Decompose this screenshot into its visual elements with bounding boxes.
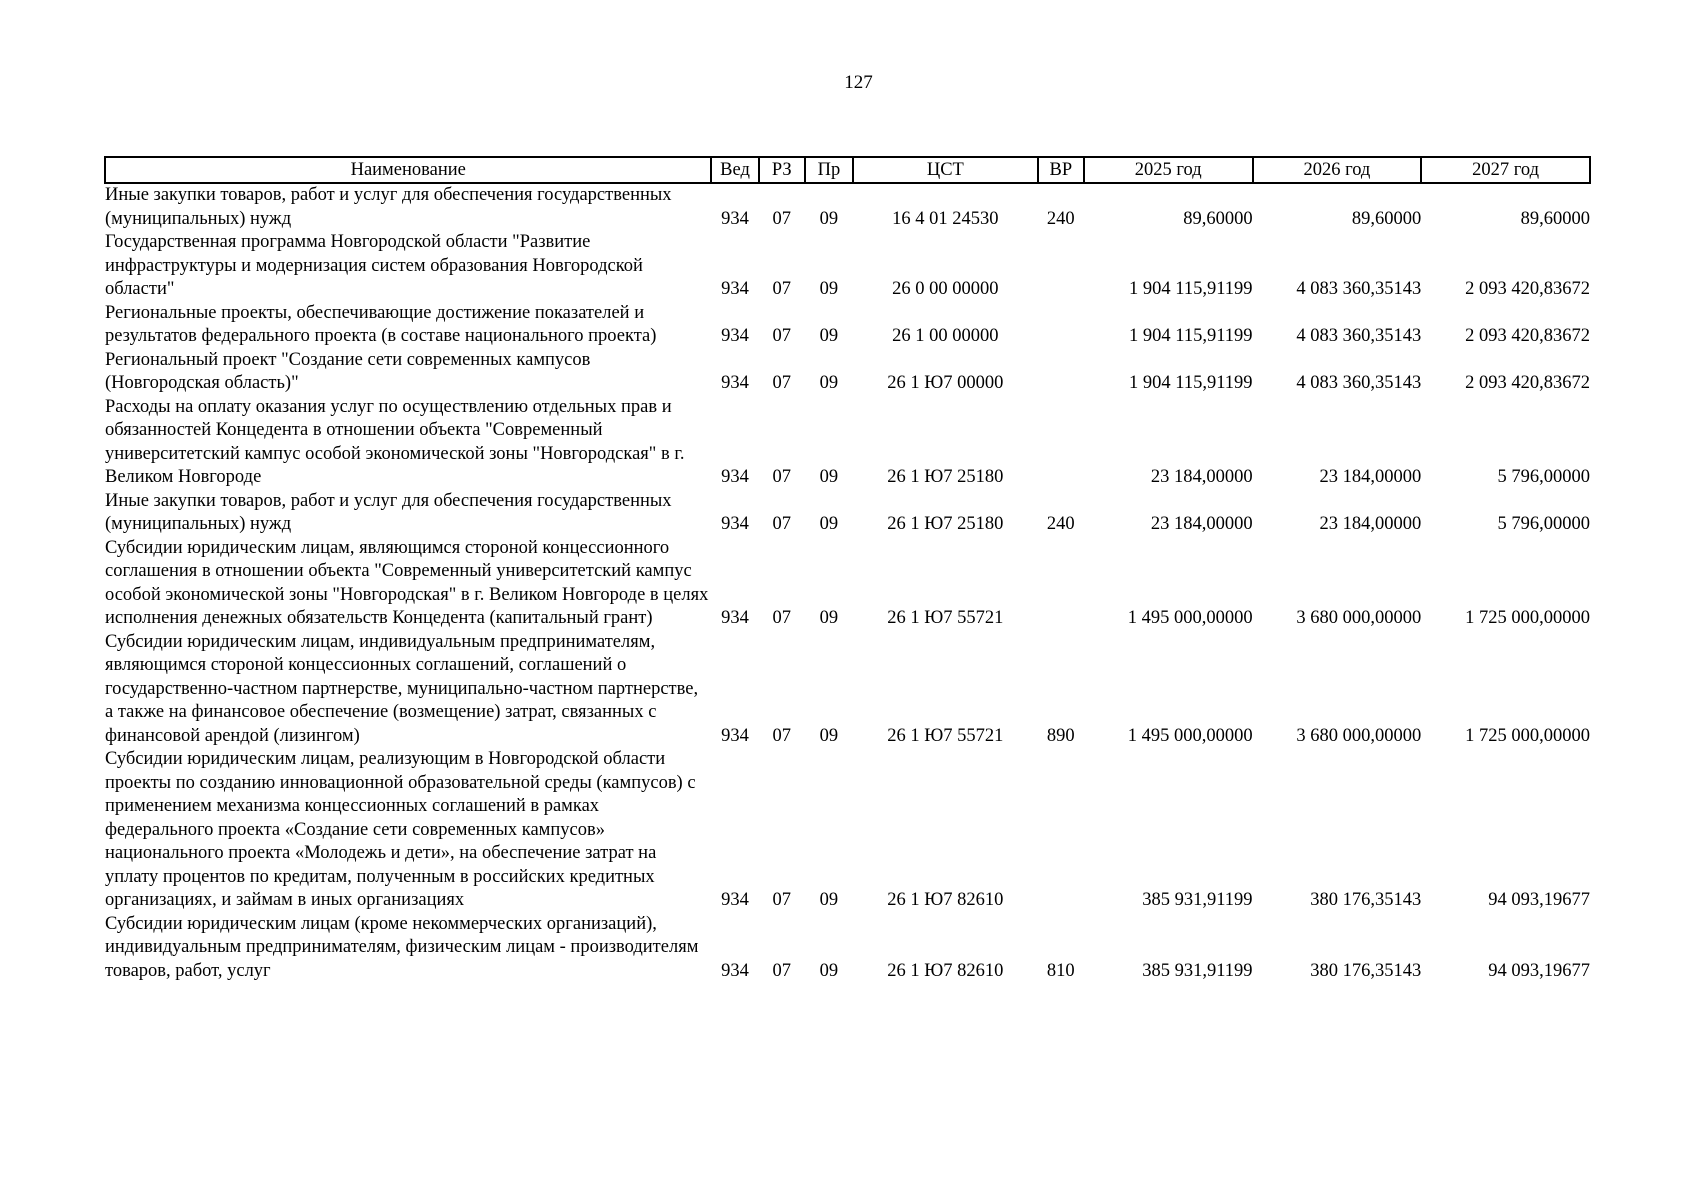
row-cst: 26 1 Ю7 82610 [887, 960, 1004, 981]
header-pr: Пр [805, 157, 853, 183]
row-name: Региональный проект "Создание сети современных кампусов (Новгородская область)" [105, 349, 591, 393]
row-pr: 09 [819, 467, 839, 487]
row-cst: 26 1 00 00000 [892, 326, 999, 346]
row-cst: 26 1 Ю7 82610 [887, 890, 1004, 910]
row-2025: 23 184,00000 [1150, 467, 1253, 487]
row-pr: 09 [819, 608, 839, 628]
row-rz: 07 [772, 373, 791, 393]
row-2025: 23 184,00000 [1150, 514, 1253, 534]
header-2026: 2026 год [1253, 157, 1422, 183]
table-header-row [105, 157, 1590, 183]
header-2027: 2027 год [1421, 157, 1590, 183]
row-2025: 385 931,91199 [1142, 960, 1253, 981]
row-rz: 07 [772, 326, 791, 346]
row-rz: 07 [772, 890, 791, 910]
table-row [105, 302, 1590, 349]
row-vr [1038, 748, 1084, 913]
row-rz: 07 [772, 279, 791, 299]
row-2027: 1 725 000,00000 [1465, 608, 1590, 628]
row-2026: 3 680 000,00000 [1296, 608, 1422, 628]
row-2027: 1 725 000,00000 [1465, 725, 1590, 746]
row-name: Региональные проекты, обеспечивающие достижение показателей и результатов федерального проекта (в составе национального проекта) [105, 302, 657, 346]
table-row [105, 631, 1590, 749]
row-2025: 385 931,91199 [1142, 890, 1253, 910]
row-pr: 09 [819, 208, 839, 229]
row-2025: 1 495 000,00000 [1127, 725, 1253, 746]
row-pr: 09 [819, 373, 839, 393]
table-row [105, 396, 1590, 490]
header-vr: ВР [1038, 157, 1084, 183]
row-name: Субсидии юридическим лицам (кроме некоммерческих организаций), индивидуальным предпринимателям, физическим лицам - производителям товаров, работ, услуг [105, 913, 699, 981]
row-name: Субсидии юридическим лицам, индивидуальным предпринимателям, являющимся стороной концессионных соглашений, соглашений о государственно-частном партнерстве, муниципально-частном партнерстве, а также на финансовое обеспечение (возмещение) затрат, связанных с финансовой арендой (лизингом) [105, 631, 699, 746]
row-name: Иные закупки товаров, работ и услуг для обеспечения государственных (муниципальных) нужд [105, 490, 672, 534]
row-ved: 934 [721, 208, 749, 229]
row-cst: 26 1 Ю7 00000 [887, 373, 1004, 393]
row-pr: 09 [819, 890, 839, 910]
row-cst: 26 1 Ю7 55721 [887, 608, 1004, 628]
row-cst: 26 1 Ю7 55721 [887, 725, 1004, 746]
row-ved: 934 [721, 608, 749, 628]
row-rz: 07 [772, 514, 791, 534]
row-ved: 934 [721, 279, 749, 299]
row-pr: 09 [819, 279, 839, 299]
row-name: Субсидии юридическим лицам, являющимся стороной концессионного соглашения в отношении объекта "Современный университетский кампус особой экономической зоны "Новгородская" в г. Великом Новгороде в целях исполнения денежных обязательств Концедента (капитальный грант) [105, 537, 709, 628]
row-ved: 934 [721, 960, 749, 981]
row-2027: 2 093 420,83672 [1465, 326, 1590, 346]
row-2026: 4 083 360,35143 [1296, 326, 1422, 346]
header-cst: ЦСТ [853, 157, 1038, 183]
row-2026: 23 184,00000 [1319, 467, 1422, 487]
header-name: Наименование [105, 157, 711, 183]
row-name: Субсидии юридическим лицам, реализующим в Новгородской области проекты по созданию инновационной образовательной среды (кампусов) с применением механизма концессионных соглашений в рамках федерального проекта «Создание сети современных кампусов» национального проекта «Молодежь и дети», на обеспечение затрат на уплату процентов по кредитам, полученным в российских кредитных организациях, и займам в иных организациях [105, 749, 696, 910]
row-vr: 240 [1046, 514, 1075, 534]
row-ved: 934 [721, 890, 749, 910]
row-name: Иные закупки товаров, работ и услуг для обеспечения государственных (муниципальных) нужд [105, 185, 672, 229]
row-pr: 09 [819, 960, 839, 981]
header-2025: 2025 год [1084, 157, 1253, 183]
row-2026: 3 680 000,00000 [1296, 725, 1422, 746]
row-name: Государственная программа Новгородской области "Развитие инфраструктуры и модернизация систем образования Новгородской области" [105, 232, 643, 299]
row-vr [1038, 396, 1084, 490]
row-rz: 07 [772, 960, 791, 981]
row-vr [1038, 231, 1084, 302]
row-2025: 89,60000 [1183, 208, 1253, 229]
row-2027: 5 796,00000 [1497, 514, 1590, 534]
row-rz: 07 [772, 725, 791, 746]
row-ved: 934 [721, 326, 749, 346]
table-row [105, 537, 1590, 631]
row-vr: 810 [1046, 960, 1075, 981]
row-2027: 2 093 420,83672 [1465, 279, 1590, 299]
row-2025: 1 904 115,91199 [1129, 279, 1253, 299]
table-row [105, 183, 1590, 231]
table-row [105, 913, 1590, 984]
row-ved: 934 [721, 467, 749, 487]
row-2027: 94 093,19677 [1488, 890, 1590, 910]
row-cst: 26 1 Ю7 25180 [887, 467, 1004, 487]
row-2027: 89,60000 [1520, 208, 1590, 229]
row-vr: 890 [1046, 725, 1075, 746]
row-2027: 2 093 420,83672 [1465, 373, 1590, 393]
row-vr [1038, 302, 1084, 349]
table-row [105, 490, 1590, 537]
row-vr: 240 [1046, 208, 1075, 229]
budget-table [104, 156, 1591, 983]
row-2026: 89,60000 [1351, 208, 1422, 229]
row-pr: 09 [819, 725, 839, 746]
table-body [105, 183, 1590, 983]
row-rz: 07 [772, 608, 791, 628]
row-cst: 16 4 01 24530 [892, 208, 999, 229]
row-rz: 07 [772, 208, 791, 229]
row-2027: 5 796,00000 [1497, 467, 1590, 487]
table-row [105, 349, 1590, 396]
row-2026: 23 184,00000 [1319, 514, 1422, 534]
row-vr [1038, 537, 1084, 631]
row-name: Расходы на оплату оказания услуг по осуществлению отдельных прав и обязанностей Концедента в отношении объекта "Современный университетский кампус особой экономической зоны "Новгородская" в г. Великом Новгороде [105, 396, 685, 487]
row-ved: 934 [721, 373, 749, 393]
row-2025: 1 495 000,00000 [1127, 608, 1253, 628]
row-2025: 1 904 115,91199 [1129, 326, 1253, 346]
row-pr: 09 [819, 514, 839, 534]
row-cst: 26 0 00 00000 [892, 279, 999, 299]
header-rz: РЗ [759, 157, 805, 183]
table-row [105, 748, 1590, 913]
row-vr [1038, 349, 1084, 396]
page-number: 127 [844, 72, 873, 93]
row-2025: 1 904 115,91199 [1129, 373, 1253, 393]
row-rz: 07 [772, 467, 791, 487]
row-2026: 380 176,35143 [1310, 960, 1422, 981]
table-row [105, 231, 1590, 302]
row-2026: 4 083 360,35143 [1296, 279, 1422, 299]
row-2026: 380 176,35143 [1310, 890, 1422, 910]
header-ved: Вед [711, 157, 758, 183]
row-ved: 934 [721, 514, 749, 534]
row-pr: 09 [819, 326, 839, 346]
row-cst: 26 1 Ю7 25180 [887, 514, 1004, 534]
row-ved: 934 [721, 725, 749, 746]
row-2026: 4 083 360,35143 [1296, 373, 1422, 393]
row-2027: 94 093,19677 [1488, 960, 1590, 981]
